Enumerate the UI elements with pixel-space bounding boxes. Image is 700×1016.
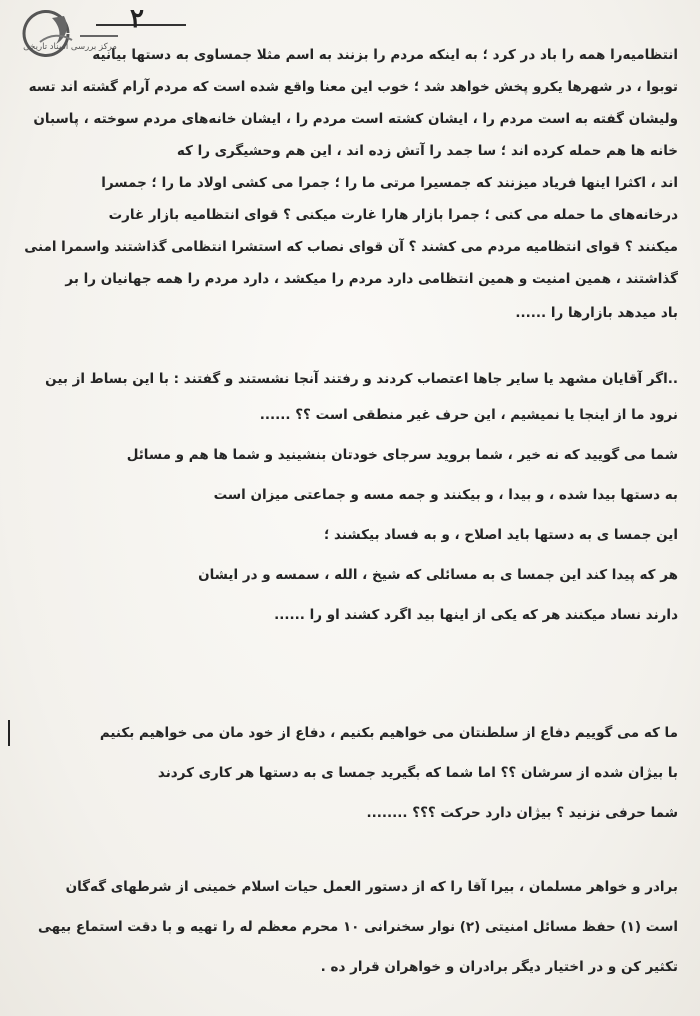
- text-line: این جمسا ی به دستها باید اصلاح ، و به فساد بیکشند ؛: [323, 527, 678, 543]
- text-line: ..اگر آقایان مشهد یا سایر جاها اعتصاب کردند و رفتند آنجا نشستند و گفتند : با این بساط از بین: [45, 371, 678, 387]
- text-line: درخانه‌های ما حمله می کنی ؛ جمرا بازار هارا غارت میکنی ؟ قوای انتظامیه بازار غارت: [108, 207, 678, 223]
- text-line: گذاشتند ، همین امنیت و همین انتظامی دارد مردم را میکشد ، دارد مردم را همه جهانیان را بر: [65, 271, 678, 287]
- text-line: توبوا ، در شهرها یکرو پخش خواهد شد ؛ خوب این معنا واقع شده است که مردم آرام گشته اند تسه: [28, 79, 678, 95]
- text-line: به دستها بیدا شده ، و بیدا ، و بیکنند و جمه مسه و جماعتی میزان است: [213, 487, 678, 503]
- text-line: نرود ما از اینجا یا نمیشیم ، این حرف غیر منطقی است ؟؟ ......: [259, 407, 678, 423]
- text-line: خانه ها هم حمله کرده اند ؛ سا جمد را آتش زده اند ، این هم وحشیگری را که: [176, 143, 678, 159]
- text-line: ولیشان گفته به است مردم را ، ایشان کشته است مردم را ، ایشان خانه‌های مردم سوخته ، پاسبان: [33, 111, 678, 127]
- text-line: هر که پیدا کند این جمسا ی به مسائلی که شیخ ، الله ، سمسه و در ایشان: [198, 567, 678, 583]
- text-line: ما که می گوییم دفاع از سلطنتان می خواهیم بکنیم ، دفاع از خود مان می خواهیم بکنیم: [99, 725, 678, 741]
- text-line: تکثیر کن و در اختیار دیگر برادران و خواهران قرار ده .: [320, 959, 678, 975]
- text-line: اند ، اکثرا اینها فریاد میزنند که جمسیرا مرتی ما را ؛ جمرا می کشی اولاد ما را ؛ جمسرا: [101, 175, 678, 191]
- text-line: با بیژان شده از سرشان ؟؟ اما شما که بگیرید جمسا ی به دستها هر کاری کردند: [157, 765, 678, 781]
- text-line: است (۱) حفظ مسائل امنیتی (۲) نوار سخنرانی ۱۰ محرم معظم له را تهیه و با دقت استماع بیهی: [38, 919, 678, 935]
- logo-caption: مرکز بررسی اسناد تاریخی: [23, 42, 117, 52]
- text-line: انتظامیه‌را همه را باد در کرد ؛ به اینکه مردم را بزنند به اسم مثلا جمساوی به دستها بیانیه: [92, 47, 678, 63]
- text-line: شما می گویید که نه خیر ، شما بروید سرجای خودتان بنشینید و شما ها هم و مسائل: [126, 447, 678, 463]
- margin-bracket: [8, 720, 10, 746]
- text-line: میکنند ؟ قوای انتظامیه مردم می کشند ؟ آن قوای نصاب که استشرا انتظامی گذاشتند واسمرا امنی: [24, 239, 678, 255]
- text-line: باد میدهد بازارها را ......: [515, 305, 678, 321]
- text-line: برادر و خواهر مسلمان ، بیرا آقا را که از دستور العمل حیات اسلام خمینی از شرطهای گه‌گان: [65, 879, 678, 895]
- text-line: دارند نساد میکنند هر که یکی از اینها بید اگرد کشند او را ......: [274, 607, 678, 623]
- page-number: ۲: [130, 4, 144, 34]
- text-line: شما حرفی نزنید ؟ بیژان دارد حرکت ؟؟؟ ........: [366, 805, 678, 821]
